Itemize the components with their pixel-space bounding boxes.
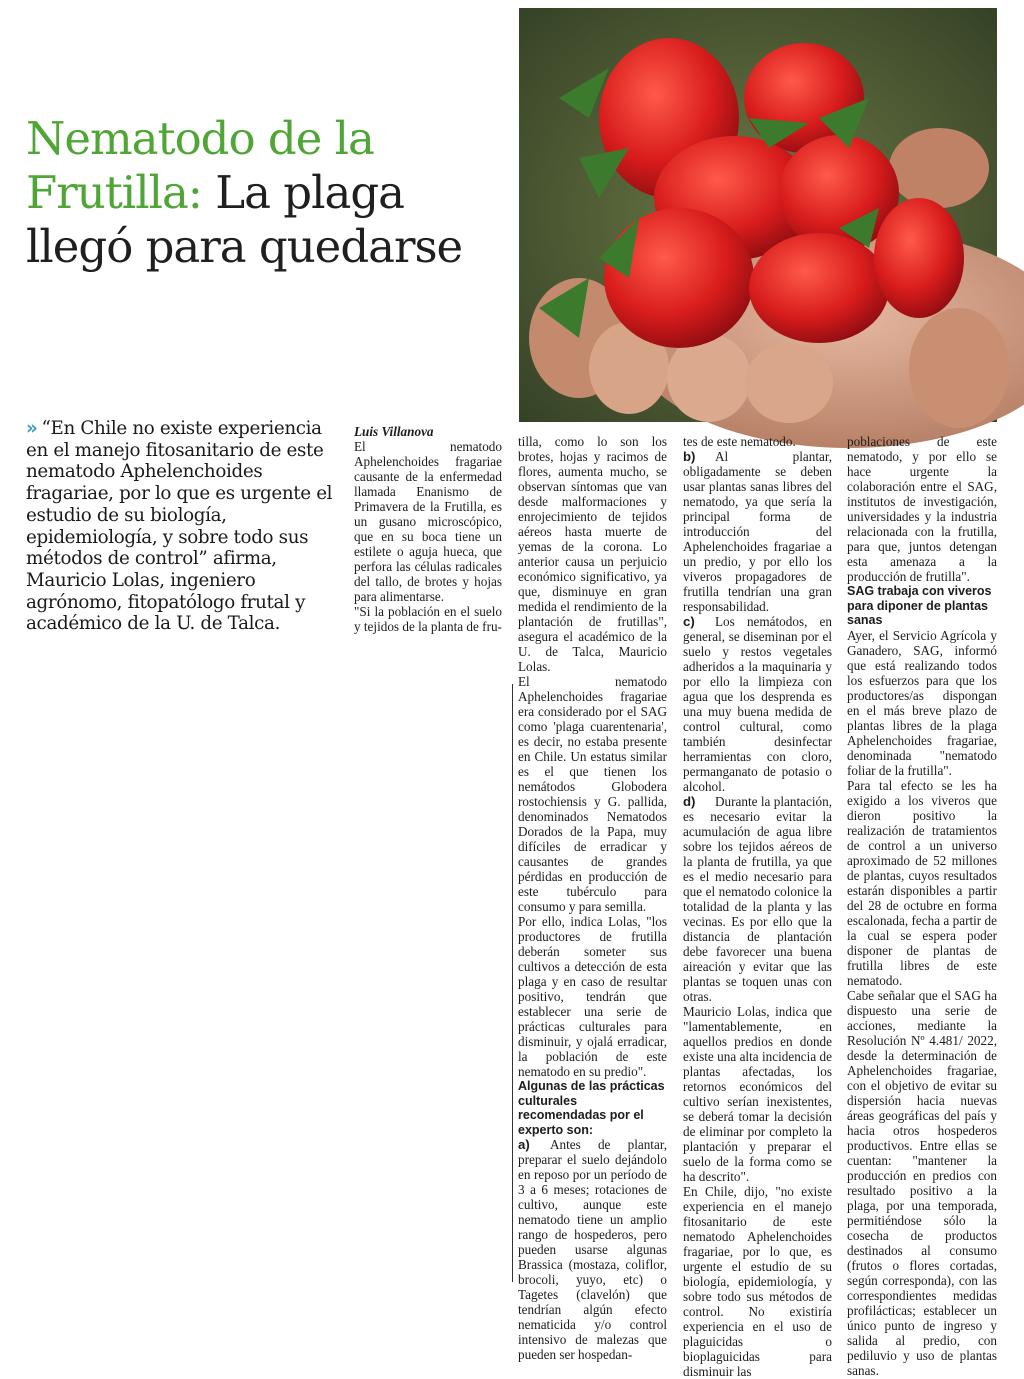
subheading: SAG trabaja con viveros para diponer de plantas sanas: [847, 584, 992, 627]
paragraph: Mauricio Lolas, indica que "lamentablemente, en aquellos predios en donde existe una alta incidencia de plantas afectadas, los retornos económicos del cultivo serían inexistentes, se deberá tomar la decisión de eliminar por completo la plantación y preparar el suelo de la forma como se ha descrito".: [683, 1004, 832, 1184]
paragraph: tilla, como lo son los brotes, hojas y racimos de flores, aumenta mucho, se observan síntomas que van desde malformaciones y enrojecimiento de tejidos aéreos hasta muerte de yemas de la corona. Lo anterior causa un perjuicio económico significativo, ya que, disminuye en gran medida el rendimiento de la plantación de frutillas", asegura el académico de la U. de Talca, Mauricio Lolas.: [518, 434, 667, 674]
list-label: c): [683, 614, 695, 629]
list-text: Durante la plantación, es necesario evitar la acumulación de agua libre sobre los tejidos aéreos de la planta de frutilla, ya que es el medio necesario para que el nematodo colonice la totalidad de la planta y las vecinas. Es por ello que la distancia de plantación debe favorecer una buena aireación y evitar que las plantas se toquen unas con otras.: [683, 794, 832, 1004]
paragraph: En Chile, dijo, "no existe experiencia en el manejo fitosanitario de este nematodo Aphelenchoides fragariae, por lo que, es urgente el estudio de su biología, epidemiología, y sobre todo sus métodos de control. No existiría experiencia en el uso de plaguicidas o bioplaguicidas para disminuir las: [683, 1184, 832, 1379]
article-column-2: [518, 434, 667, 1362]
list-item-a: [518, 1137, 667, 1362]
list-item-b: [683, 449, 832, 614]
paragraph: tes de este nematodo.: [683, 434, 796, 449]
paragraph: El nematodo Aphelenchoides fragariae era considerado por el SAG como 'plaga cuarentenaria', es decir, no estaba presente en Chile. Un estatus similar es el que tienen los nemátodos Globodera rostochiensis y G. pallida, denominados Nematodos Dorados de la Papa, muy difíciles de erradicar y causantes de grandes pérdidas en producción de este tubérculo para consumo y para semilla.: [518, 674, 667, 914]
pull-quote-text: “En Chile no existe experiencia en el manejo fitosanitario de este nematodo Aphelenchoides fragariae, por lo que es urgente el estudio de su biología, epidemiología, y sobre todo sus métodos de control” afirma, Mauricio Lolas, ingeniero agrónomo, fitopatólogo frutal y académico de la U. de Talca.: [26, 418, 333, 635]
list-text: Al plantar, obligadamente se deben usar plantas sanas libres del nematodo, ya que sería la principal forma de introducción del Aphelenchoides fragariae a un predio, y por ello los viveros propagadores de frutilla tendrían una gran responsabilidad.: [683, 449, 832, 614]
list-text: Antes de plantar, preparar el suelo dejándolo en reposo por un período de 3 a 6 meses; rotaciones de cultivo, aunque este nematodo tiene un amplio rango de hospederos, pero pueden usarse algunas Brassica (mostaza, coliflor, brocoli, yuyo, etc) o Tagetes (clavelón) que tendrían algún efecto nematicida y/o control intensivo de malezas que pueden ser hospedan-: [518, 1137, 667, 1362]
paragraph: Cabe señalar que el SAG ha dispuesto una serie de acciones, mediante la Resolución Nº 4.481/ 2022, desde la determinación de Aphelenchoides fragariae, con el objetivo de evitar su dispersión hacia nuevas áreas geográficas del país y hacia otros hospederos productivos. Entre ellas se cuentan: "mantener la producción en predios con resultado positivo a la plaga, por una temporada, permitiéndose sólo la cosecha de productos destinados al consumo (frutos o flores cortadas, según corresponda), con las correspondientes medidas profilácticas; establecer un único punto de ingreso y salida al predio, con pediluvio y uso de plantas sanas.: [847, 987, 997, 1378]
article-column-1: [354, 424, 502, 634]
article-column-4: [847, 434, 997, 1378]
column-divider: [512, 684, 513, 1282]
subheading: Algunas de las prácticas culturales recomendadas por el experto son:: [518, 1079, 665, 1137]
headline-green-part: Nematodo de la Frutilla:: [26, 112, 374, 219]
list-text: Los nemátodos, en general, se diseminan por el suelo y restos vegetales adheridos a la maquinaria y por ello la limpieza con agua que los desprenda es una muy buena medida de control cultural, como también desinfectar herramientas con cloro, permanganato de potasio o alcohol.: [683, 614, 832, 794]
paragraph: "Si la población en el suelo y tejidos de la planta de fru-: [354, 604, 502, 634]
author-byline: Luis Villanova: [354, 424, 434, 439]
list-label: a): [518, 1137, 530, 1152]
list-label: d): [683, 794, 696, 809]
paragraph: El nematodo Aphelenchoides fragariae causante de la enfermedad llamada Enanismo de Primavera de la Frutilla, es un gusano microscópico, que en su boca tiene un estilete o aguja hueca, que perfora las células radicales del tallo, de brotes y hojas para alimentarse.: [354, 439, 502, 604]
paragraph: Para tal efecto se les ha exigido a los viveros que dieron positivo la realización de tratamientos de control a un universo aproximado de 52 millones de plantas, cuyos resultados estarán disponibles a partir del 28 de octubre en forma escalonada, fecha a partir de la cual se espera poder disponer de plantas de frutilla libres de este nematodo.: [847, 777, 997, 988]
paragraph: Ayer, el Servicio Agrícola y Ganadero, SAG, informó que está realizando todos los esfuerzos para que los productores/as dispongan en el más breve plazo de plantas libres de la plaga Aphelenchoides fragariae, denominada "nematodo foliar de la frutilla".: [847, 627, 997, 778]
paragraph: poblaciones de este nematodo, y por ello se hace urgente la colaboración entre el SAG, institutos de investigación, universidades y la industria relacionada con la frutilla, para que, juntos detengan esta amenaza a la producción de frutilla".: [847, 434, 997, 584]
article-headline: [26, 112, 506, 274]
article-column-3: [683, 434, 832, 1379]
quote-marker-icon: »: [26, 418, 38, 439]
pull-quote: [26, 418, 336, 635]
list-label: b): [683, 449, 696, 464]
headline-dark-part: La plaga llegó para quedarse: [26, 166, 463, 273]
list-item-d: [683, 794, 832, 1004]
paragraph: Por ello, indica Lolas, "los productores de frutilla deberán someter sus cultivos a detección de esta plaga y en caso de resultar positivo, tendrán que establecer una serie de prácticas culturales para disminuir, y ojalá erradicar, la población de este nematodo en su predio".: [518, 914, 667, 1079]
list-item-c: [683, 614, 832, 794]
strawberries-in-hand-photo: [519, 8, 997, 422]
